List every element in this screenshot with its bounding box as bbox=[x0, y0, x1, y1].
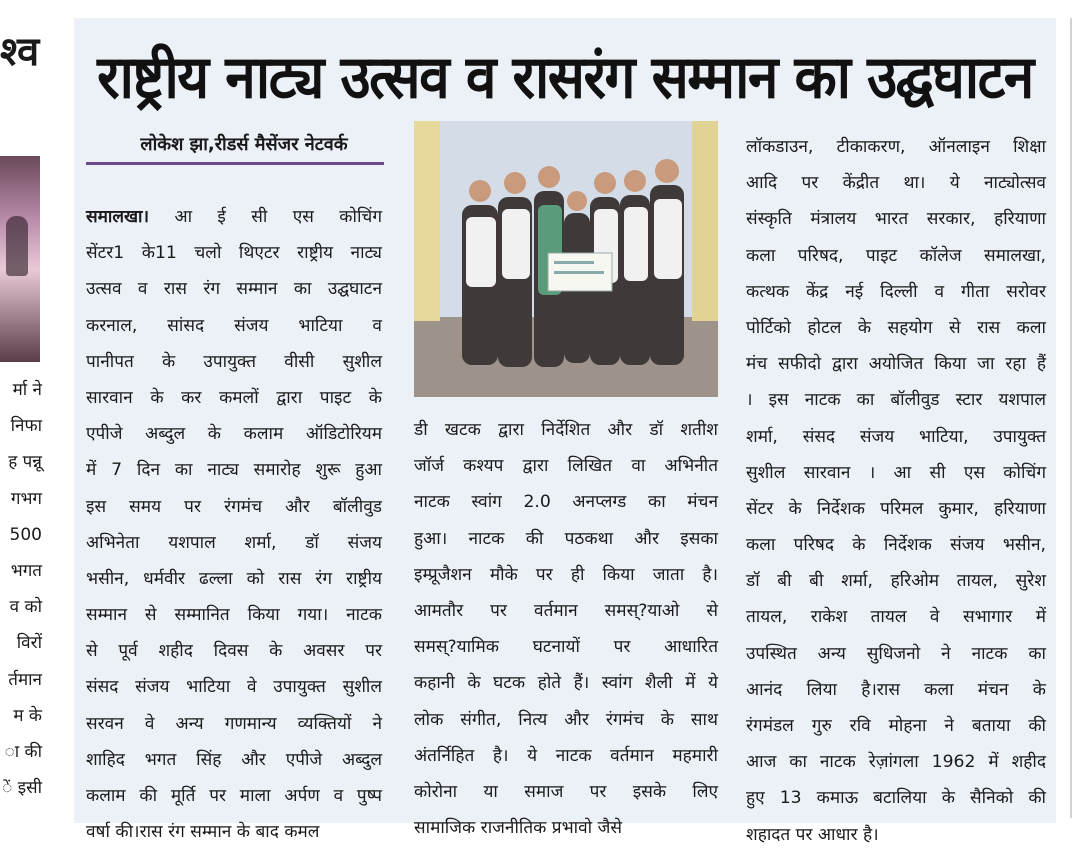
adjacent-text-line: र्मा ने bbox=[12, 380, 42, 400]
col1-line: वर्षा की।रास रंग सम्मान के बाद कमल bbox=[86, 822, 320, 843]
col2-line: समस्?यामिक घटनायों पर आधारित bbox=[414, 637, 718, 658]
col2-line: लोक संगीत, नित्य और रंगमंच के साथ bbox=[414, 709, 718, 730]
col1-line: शाहिद भगत सिंह और एपीजे अब्दुल bbox=[86, 749, 382, 770]
article-photo bbox=[414, 121, 718, 397]
col3-line: कला परिषद, पाइट कॉलेज समालखा, bbox=[746, 245, 1046, 266]
col3-line: आनंद लिया है।रास कला मंचन के bbox=[746, 679, 1046, 700]
col3-line: शर्मा, संसद संजय भाटिया, उपायुक्त bbox=[746, 426, 1046, 447]
col1-line: कलाम की मूर्ति पर माला अर्पण व पुष्प bbox=[86, 786, 382, 806]
col3-line: तायल, राकेश तायल वे सभागार में bbox=[746, 607, 1046, 628]
column-1-first-line bbox=[86, 199, 382, 235]
col3-line: उपस्थित अन्य सुधिजनो ने नाटक का bbox=[746, 643, 1046, 664]
col1-line: करनाल, सांसद संजय भाटिया व bbox=[86, 315, 382, 336]
col2-line: आमतौर पर वर्तमान समस्?याओ से bbox=[414, 600, 718, 621]
adjacent-text-line: विरों bbox=[16, 633, 42, 654]
adjacent-text-line: भगत bbox=[10, 560, 42, 581]
adjacent-text-line: र्तमान bbox=[8, 669, 42, 690]
col3-line: आदि पर केंद्रीत था। ये नाट्योत्सव bbox=[746, 173, 1046, 194]
col3-line: लॉकडाउन, टीकाकरण, ऑनलाइन शिक्षा bbox=[746, 137, 1046, 157]
col3-line: पोर्टिको होटल के सहयोग से रास कला bbox=[746, 317, 1046, 338]
adjacent-photo-fragment bbox=[0, 156, 40, 362]
col2-line: सामाजिक राजनीतिक प्रभावो जैसे bbox=[414, 818, 622, 839]
col3-line: सेंटर के निर्देशक परिमल कुमार, हरियाणा bbox=[746, 498, 1046, 519]
news-article bbox=[74, 18, 1056, 845]
adjacent-text-line: 500 bbox=[9, 524, 42, 545]
article-column-3 bbox=[746, 129, 1046, 853]
col2-line: डी खटक द्वारा निर्देशित और डॉ शतीश bbox=[414, 420, 718, 440]
article-headline: राष्ट्रीय नाट्य उत्सव व रासरंग सम्मान का उद्घघाटन bbox=[97, 42, 1033, 112]
adjacent-text-line: ा की bbox=[4, 741, 42, 762]
col2-line: अंतर्निहित है। ये नाटक वर्तमान महमारी bbox=[414, 745, 718, 766]
byline-underline bbox=[86, 162, 384, 165]
col3-line: कत्थक केंद्र नई दिल्ली व गीता सरोवर bbox=[746, 281, 1046, 302]
dateline-continuation: आ ई सी एस कोचिंग bbox=[149, 207, 382, 227]
dateline: समालखा। bbox=[86, 207, 150, 227]
col1-line: भसीन, धर्मवीर ढल्ला को रास रंग राष्ट्रीय bbox=[86, 568, 382, 589]
adjacent-text-line: व को bbox=[9, 597, 42, 618]
adjacent-text-line: निफा bbox=[10, 416, 42, 437]
col2-line: कहानी के घटक होते हैं। स्वांग शैली में ये bbox=[414, 673, 718, 694]
col3-line: संस्कृति मंत्रालय भारत सरकार, हरियाणा bbox=[746, 209, 1046, 230]
adjacent-text-line: ें इसी bbox=[2, 778, 42, 799]
col1-line: एपीजे अब्दुल के कलाम ऑडिटोरियम bbox=[86, 424, 382, 445]
adjacent-headline-fragment: श्व bbox=[0, 29, 40, 75]
col1-line: सम्मान से सम्मानित किया गया। नाटक bbox=[86, 605, 382, 626]
col3-line: । इस नाटक का बॉलीवुड स्टार यशपाल bbox=[746, 390, 1046, 411]
col2-line: जॉर्ज कश्यप द्वारा लिखित वा अभिनीत bbox=[414, 456, 718, 477]
col1-line: संसद संजय भाटिया वे उपायुक्त सुशील bbox=[86, 677, 382, 698]
col1-line: में 7 दिन का नाट्य समारोह शुरू हुआ bbox=[86, 460, 382, 481]
col3-line: डॉ बी बी शर्मा, हरिओम तायल, सुरेश bbox=[746, 571, 1046, 592]
article-byline: लोकेश झा,रीडर्स मैसेंजर नेटवर्क bbox=[140, 134, 348, 155]
page-edge bbox=[1062, 0, 1080, 831]
col3-line: रंगमंडल गुरु रवि मोहना ने बताया की bbox=[746, 716, 1046, 736]
col2-line: इम्प्रूजैशन मौके पर ही किया जाता है। bbox=[414, 564, 718, 585]
col1-line: अभिनेता यशपाल शर्मा, डॉ संजय bbox=[86, 532, 382, 553]
article-column-1 bbox=[86, 199, 382, 850]
col1-line: इस समय पर रंगमंच और बॉलीवुड bbox=[86, 496, 382, 517]
col3-line: शहादत पर आधार है। bbox=[746, 824, 879, 845]
col3-line: सुशील सारवान । आ सी एस कोचिंग bbox=[746, 462, 1046, 483]
col1-line: सेंटर1 के11 चलो थिएटर राष्ट्रीय नाट्य bbox=[86, 243, 382, 264]
adjacent-article-fragment bbox=[0, 0, 68, 831]
col3-line: कला परिषद के निर्देशक संजय भसीन, bbox=[746, 535, 1046, 556]
award-ceremony-photo bbox=[414, 121, 718, 397]
col1-line: पानीपत के उपायुक्त वीसी सुशील bbox=[86, 351, 382, 372]
adjacent-text-line: ह पन्नू bbox=[8, 452, 42, 473]
col3-line: हुए 13 कमाऊ बटालिया के सैनिको की bbox=[746, 788, 1046, 809]
col2-line: नाटक स्वांग 2.0 अनप्लग्ड का मंचन bbox=[414, 492, 718, 513]
col2-line: हुआ। नाटक की पठकथा और इसका bbox=[414, 528, 718, 549]
col1-line: से पूर्व शहीद दिवस के अवसर पर bbox=[86, 641, 382, 662]
col2-line: कोरोना या समाज पर इसके लिए bbox=[414, 781, 718, 802]
col1-line: सारवान के कर कमलों द्वारा पाइट के bbox=[86, 387, 382, 408]
col1-line: सरवन वे अन्य गणमान्य व्यक्तियों ने bbox=[86, 713, 382, 734]
adjacent-text-lines bbox=[0, 372, 68, 806]
adjacent-text-line: गभग bbox=[10, 488, 42, 509]
col1-line: उत्सव व रास रंग सम्मान का उद्घघाटन bbox=[86, 279, 382, 300]
adjacent-text-line: म के bbox=[13, 705, 42, 726]
col3-line: आज का नाटक रेज़ांगला 1962 में शहीद bbox=[746, 752, 1046, 773]
col3-line: मंच सफीदो द्वारा अयोजित किया जा रहा हैं bbox=[746, 354, 1046, 375]
article-column-2 bbox=[414, 412, 718, 846]
column-rule bbox=[1070, 18, 1072, 818]
